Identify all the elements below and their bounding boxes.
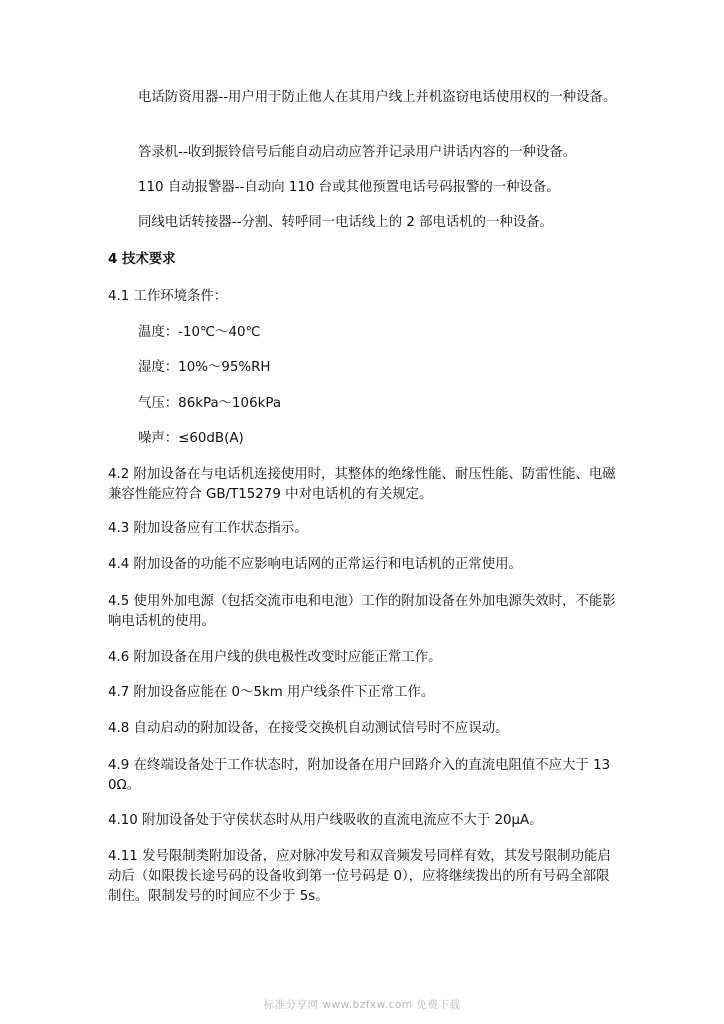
definition-anti-theft-device: 电话防资用器--用户用于防止他人在其用户线上并机盗窃电话使用权的一种设备。: [138, 90, 617, 105]
env-humidity: 湿度：10%～95%RH: [138, 360, 271, 375]
env-noise: 噪声：≤60dB(A): [138, 431, 244, 446]
clause-4-9: 4.9 在终端设备处于工作状态时，附加设备在用户回路介入的直流电阻值不应大于 130Ω。: [108, 758, 611, 793]
clause-4-1-title: 4.1 工作环境条件：: [108, 289, 228, 304]
clause-4-8: 4.8 自动启动的附加设备，在接受交换机自动测试信号时不应误动。: [108, 721, 509, 736]
env-pressure: 气压：86kPa～106kPa: [138, 396, 282, 411]
clause-4-2: 4.2 附加设备在与电话机连接使用时，其整体的绝缘性能、耐压性能、防雷性能、电磁兼容性能应符合 GB/T15279 中对电话机的有关规定。: [108, 467, 616, 502]
clause-4-5: 4.5 使用外加电源（包括交流市电和电池）工作的附加设备在外加电源失效时，不能影响电话机的使用。: [108, 594, 616, 629]
footer-watermark: 标准分享网 www.bzfxw.com 免费下载: [263, 999, 461, 1011]
clause-4-10: 4.10 附加设备处于守侯状态时从用户线吸收的直流电流应不大于 20μA。: [108, 813, 543, 828]
definition-110-alarm: 110 自动报警器--自动向 110 台或其他预置电话号码报警的一种设备。: [138, 180, 560, 195]
env-temperature: 温度：-10℃～40℃: [138, 325, 261, 340]
clause-4-6: 4.6 附加设备在用户线的供电极性改变时应能正常工作。: [108, 650, 442, 665]
clause-4-7: 4.7 附加设备应能在 0～5km 用户线条件下正常工作。: [108, 685, 435, 700]
clause-4-4: 4.4 附加设备的功能不应影响电话网的正常运行和电话机的正常使用。: [108, 557, 522, 572]
definition-line-switcher: 同线电话转接器--分割、转呼同一电话线上的 2 部电话机的一种设备。: [138, 215, 554, 230]
section-heading: 4 技术要求: [108, 252, 176, 267]
clause-4-3: 4.3 附加设备应有工作状态指示。: [108, 521, 308, 536]
clause-4-11: 4.11 发号限制类附加设备，应对脉冲发号和双音频发号同样有效，其发号限制功能启动后（如限拨长途号码的设备收到第一位号码是 0），应将继续拨出的所有号码全部限制住。限制发号的时间应不少于 5s。: [108, 849, 611, 904]
definition-answering-machine: 答录机--收到振铃信号后能自动启动应答并记录用户讲话内容的一种设备。: [138, 145, 577, 160]
